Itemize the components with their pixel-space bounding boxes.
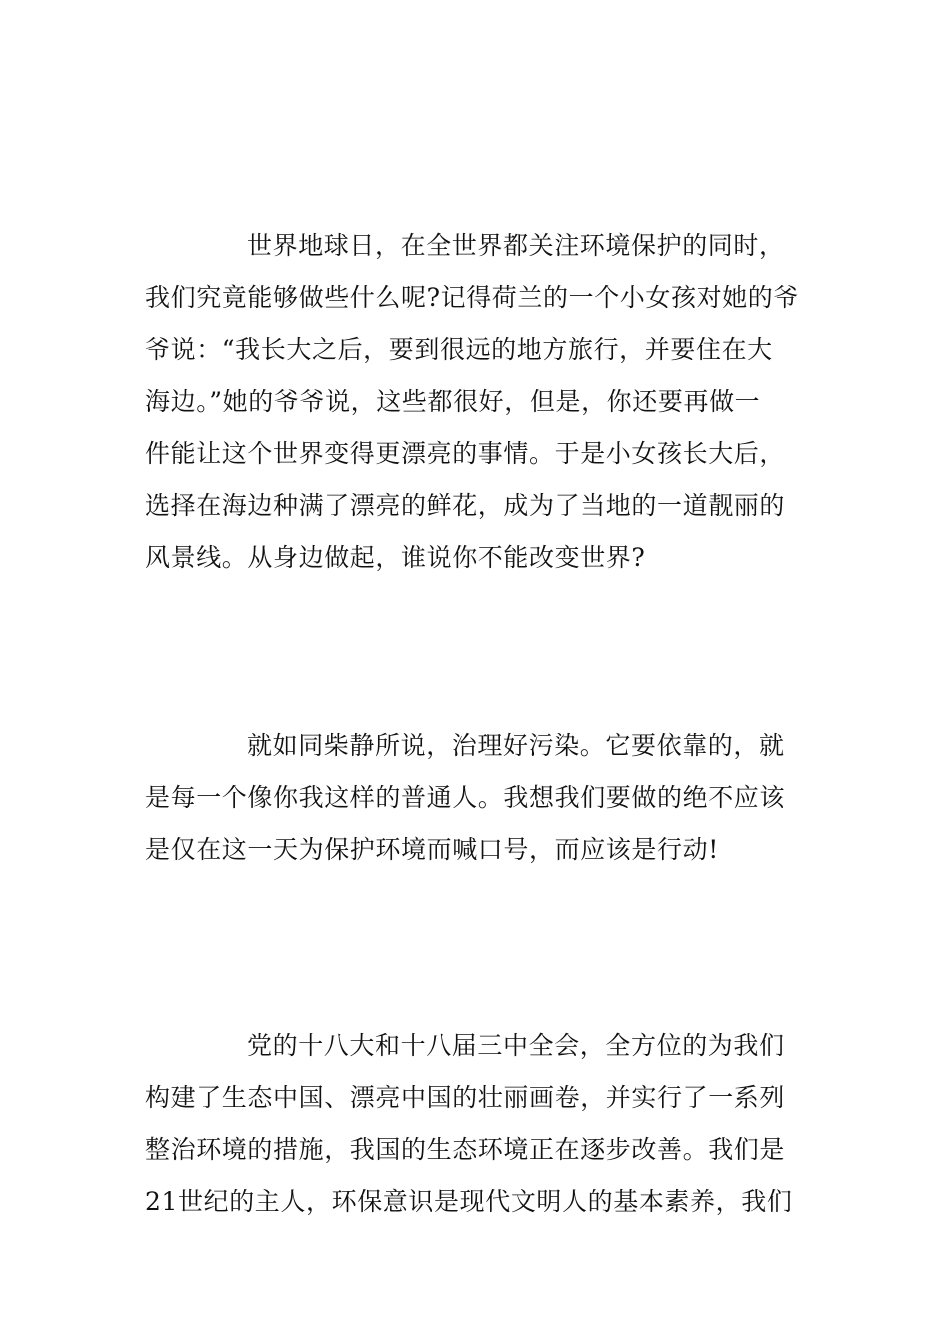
paragraph-line: 海边。”她的爷爷说，这些都很好，但是，你还要再做一: [145, 387, 761, 416]
paragraph-line: 21世纪的主人，环保意识是现代文明人的基本素养，我们: [145, 1187, 793, 1216]
paragraph-pollution: [145, 720, 805, 876]
paragraph-earth-day: [145, 220, 805, 584]
paragraph-line: 构建了生态中国、漂亮中国的壮丽画卷，并实行了一系列: [145, 1083, 786, 1112]
paragraph-line: 就如同柴静所说，治理好污染。它要依靠的，就: [247, 731, 785, 760]
paragraph-line: 件能让这个世界变得更漂亮的事情。于是小女孩长大后，: [145, 439, 786, 468]
paragraph-line: 世界地球日，在全世界都关注环境保护的同时，: [247, 231, 785, 260]
paragraph-line: 我们究竟能够做些什么呢?记得荷兰的一个小女孩对她的爷: [145, 283, 800, 312]
paragraph-line: 党的十八大和十八届三中全会，全方位的为我们: [247, 1031, 785, 1060]
paragraph-line: 是每一个像你我这样的普通人。我想我们要做的绝不应该: [145, 783, 786, 812]
paragraph-line: 选择在海边种满了漂亮的鲜花，成为了当地的一道靓丽的: [145, 491, 786, 520]
paragraph-line: 是仅在这一天为保护环境而喊口号，而应该是行动!: [145, 835, 719, 864]
paragraph-line: 风景线。从身边做起，谁说你不能改变世界?: [145, 543, 646, 572]
paragraph-line: 爷说：“我长大之后，要到很远的地方旅行，并要住在大: [145, 335, 773, 364]
paragraph-ecology: [145, 1020, 805, 1228]
paragraph-line: 整治环境的措施，我国的生态环境正在逐步改善。我们是: [145, 1135, 786, 1164]
